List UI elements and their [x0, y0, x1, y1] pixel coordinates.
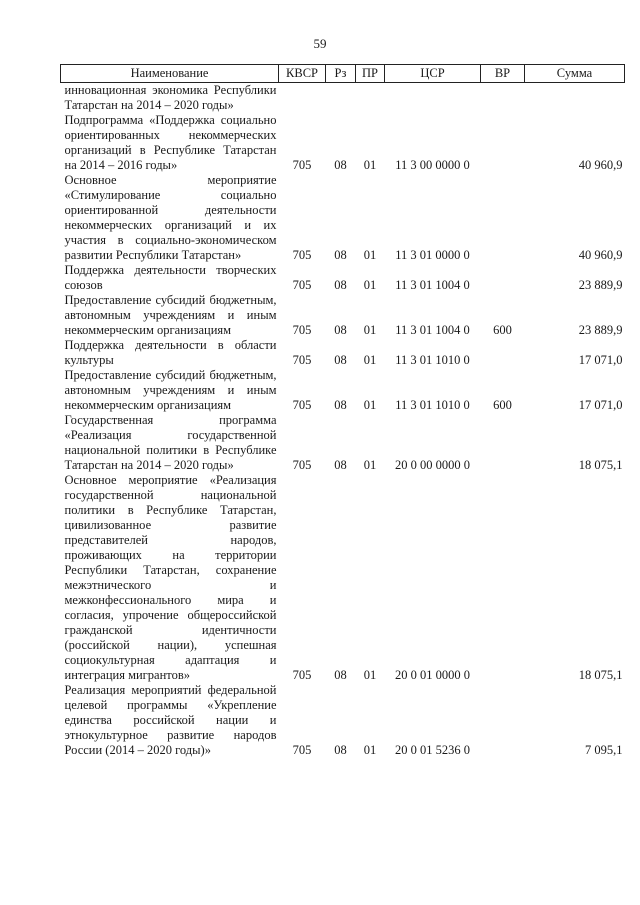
header-sum: Сумма [525, 65, 625, 83]
row-rz: 08 [334, 353, 347, 367]
row-sum: 17 071,0 [578, 398, 623, 412]
row-pr [356, 83, 385, 114]
row-sum: 7 095,1 [585, 743, 623, 757]
header-kvsr: КВСР [279, 65, 326, 83]
row-sum [525, 83, 625, 114]
table-row [61, 173, 625, 263]
row-csr: 11 3 01 0000 0 [395, 248, 470, 262]
row-csr: 11 3 01 1004 0 [395, 323, 470, 337]
row-kvsr: 705 [292, 743, 312, 757]
budget-table-container [60, 64, 624, 758]
row-vr: 600 [493, 323, 512, 337]
row-name: инновационная экономика Республики Татарстан на 2014 – 2020 годы» [64, 83, 277, 112]
row-kvsr: 705 [292, 398, 312, 412]
row-vr [481, 263, 525, 293]
row-csr: 20 0 00 0000 0 [395, 458, 470, 472]
table-row [61, 473, 625, 683]
row-rz: 08 [334, 248, 347, 262]
row-name: Предоставление субсидий бюджетным, автономным учреждениям и иным некоммерческим организациям [64, 368, 277, 412]
row-vr [481, 683, 525, 758]
row-sum: 23 889,9 [578, 278, 623, 292]
row-vr [481, 473, 525, 683]
row-name: Поддержка деятельности в области культуры [64, 338, 277, 367]
row-csr: 20 0 01 5236 0 [395, 743, 470, 757]
row-pr: 01 [363, 248, 377, 262]
row-kvsr: 705 [292, 353, 312, 367]
row-pr: 01 [363, 353, 377, 367]
page-number: 59 [313, 36, 327, 51]
row-vr: 600 [493, 398, 512, 412]
row-rz [326, 83, 356, 114]
row-vr [481, 173, 525, 263]
row-kvsr: 705 [292, 323, 312, 337]
row-sum: 23 889,9 [578, 323, 623, 337]
row-rz: 08 [334, 323, 347, 337]
row-pr: 01 [363, 398, 377, 412]
row-sum: 18 075,1 [578, 668, 623, 682]
table-row [61, 83, 625, 114]
budget-table [60, 64, 625, 758]
table-row [61, 368, 625, 413]
row-sum: 17 071,0 [578, 353, 623, 367]
row-pr: 01 [363, 458, 377, 472]
row-rz: 08 [334, 743, 347, 757]
row-csr: 11 3 01 1010 0 [395, 398, 470, 412]
row-name: Государственная программа «Реализация государственной национальной политики в Республике Татарстан на 2014 – 2020 годы» [64, 413, 277, 472]
header-vr: ВР [481, 65, 525, 83]
row-pr: 01 [363, 323, 377, 337]
table-row [61, 683, 625, 758]
row-kvsr [279, 83, 326, 114]
header-pr: ПР [356, 65, 385, 83]
row-pr: 01 [363, 278, 377, 292]
table-row [61, 263, 625, 293]
row-vr [481, 83, 525, 114]
row-pr: 01 [363, 743, 377, 757]
row-rz: 08 [334, 158, 347, 172]
row-csr [385, 83, 481, 114]
row-name: Поддержка деятельности творческих союзов [64, 263, 277, 292]
table-row [61, 338, 625, 368]
header-name: Наименование [61, 65, 279, 83]
row-kvsr: 705 [292, 248, 312, 262]
table-row [61, 293, 625, 338]
row-vr [481, 338, 525, 368]
row-name: Основное мероприятие «Стимулирование социально ориентированной деятельности некоммерческих организаций и их участия в социально-экономическом развитии Республики Татарстан» [64, 173, 277, 262]
row-sum: 18 075,1 [578, 458, 623, 472]
table-row [61, 413, 625, 473]
row-kvsr: 705 [292, 278, 312, 292]
row-sum: 40 960,9 [578, 158, 623, 172]
row-vr [481, 113, 525, 173]
row-pr: 01 [363, 668, 377, 682]
row-kvsr: 705 [292, 158, 312, 172]
row-csr: 11 3 00 0000 0 [395, 158, 470, 172]
table-header-row [61, 65, 625, 83]
row-kvsr: 705 [292, 458, 312, 472]
row-pr: 01 [363, 158, 377, 172]
header-rz: Рз [326, 65, 356, 83]
row-csr: 20 0 01 0000 0 [395, 668, 470, 682]
table-row [61, 113, 625, 173]
header-csr: ЦСР [385, 65, 481, 83]
row-name: Предоставление субсидий бюджетным, автономным учреждениям и иным некоммерческим организациям [64, 293, 277, 337]
row-name: Реализация мероприятий федеральной целевой программы «Укрепление единства российской нации и этнокультурное развитие народов России (2014 – 2020 годы)» [64, 683, 277, 757]
row-csr: 11 3 01 1004 0 [395, 278, 470, 292]
row-sum: 40 960,9 [578, 248, 623, 262]
row-rz: 08 [334, 668, 347, 682]
row-csr: 11 3 01 1010 0 [395, 353, 470, 367]
row-rz: 08 [334, 398, 347, 412]
row-vr [481, 413, 525, 473]
row-name: Основное мероприятие «Реализация государственной национальной политики в Республике Татарстан, цивилизованное развитие представителей народов, проживающих на территории Республики Татарстан, сохранение межэтнического и межконфессионального мира и согласия, упрочение общероссийской гражданской идентичности (российской нации), успешная социокультурная адаптация и интеграция мигрантов» [64, 473, 277, 682]
row-name: Подпрограмма «Поддержка социально ориентированных некоммерческих организаций в Республике Татарстан на 2014 – 2016 годы» [64, 113, 277, 172]
row-rz: 08 [334, 278, 347, 292]
row-kvsr: 705 [292, 668, 312, 682]
row-rz: 08 [334, 458, 347, 472]
